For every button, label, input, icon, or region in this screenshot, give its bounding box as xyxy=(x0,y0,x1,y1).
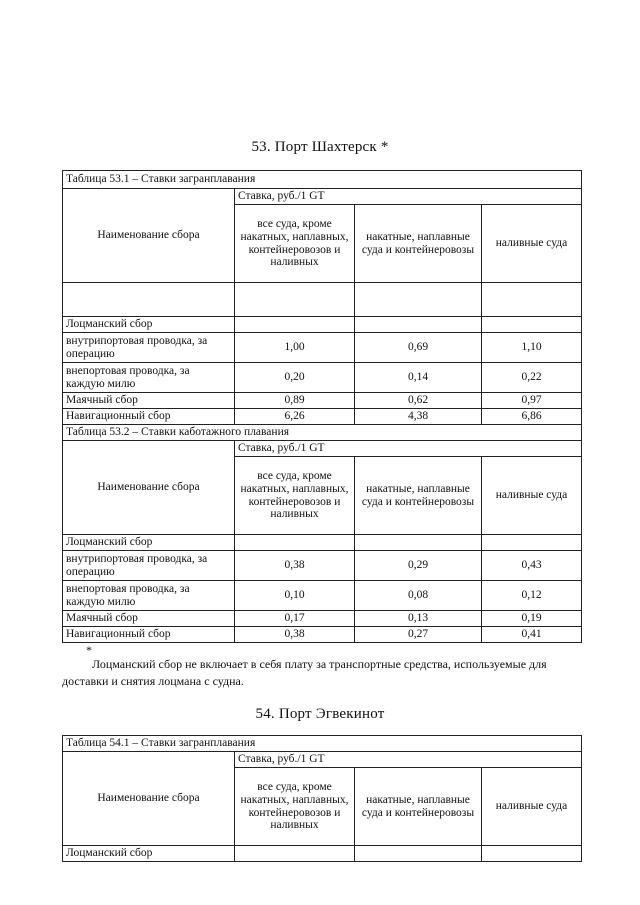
fee-name: Навигационный сбор xyxy=(63,409,235,425)
fee-name: Лоцманский сбор xyxy=(63,846,235,862)
rate-value: 0,43 xyxy=(482,551,582,581)
rate-header: Ставка, руб./1 GT xyxy=(235,189,582,205)
rate-value: 0,17 xyxy=(235,611,355,627)
table-row xyxy=(63,317,582,333)
table-caption: Таблица 54.1 – Ставки загранплавания xyxy=(63,736,582,752)
table-row xyxy=(63,333,582,363)
name-column-header: Наименование сбора xyxy=(63,441,235,535)
column-header-tankers: наливные суда xyxy=(482,205,582,283)
empty-cell xyxy=(355,283,482,317)
fee-name: Лоцманский сбор xyxy=(63,317,235,333)
fee-name: внутрипортовая проводка, за операцию xyxy=(63,551,235,581)
rate-value: 0,97 xyxy=(482,393,582,409)
table-row xyxy=(63,581,582,611)
rate-value: 0,08 xyxy=(355,581,482,611)
rate-value: 0,14 xyxy=(355,363,482,393)
rate-value: 0,41 xyxy=(482,627,582,643)
rate-header: Ставка, руб./1 GT xyxy=(235,441,582,457)
empty-cell xyxy=(235,283,355,317)
rates-table xyxy=(62,170,582,643)
name-column-header: Наименование сбора xyxy=(63,752,235,846)
rate-value xyxy=(355,846,482,862)
table-row xyxy=(63,627,582,643)
column-header-tankers: наливные суда xyxy=(482,457,582,535)
fee-name: внутрипортовая проводка, за операцию xyxy=(63,333,235,363)
table-row xyxy=(63,393,582,409)
rate-value: 6,26 xyxy=(235,409,355,425)
rate-value: 0,12 xyxy=(482,581,582,611)
rate-value: 0,38 xyxy=(235,627,355,643)
rate-value: 0,20 xyxy=(235,363,355,393)
table-row xyxy=(63,535,582,551)
column-header-tankers: наливные суда xyxy=(482,768,582,846)
rates-table xyxy=(62,735,582,862)
table-row xyxy=(63,551,582,581)
rate-value xyxy=(235,846,355,862)
footnote-marker: * xyxy=(86,643,92,657)
rate-value: 0,27 xyxy=(355,627,482,643)
name-column-header: Наименование сбора xyxy=(63,189,235,283)
rate-value: 0,69 xyxy=(355,333,482,363)
rate-value xyxy=(482,846,582,862)
table-caption: Таблица 53.1 – Ставки загранплавания xyxy=(63,171,582,189)
fee-name: Маячный сбор xyxy=(63,393,235,409)
fee-name: внепортовая проводка, за каждую милю xyxy=(63,363,235,393)
rate-value: 0,10 xyxy=(235,581,355,611)
rate-value xyxy=(235,535,355,551)
rate-value: 0,89 xyxy=(235,393,355,409)
rate-value: 0,62 xyxy=(355,393,482,409)
rate-value xyxy=(235,317,355,333)
footnote-text: Лоцманский сбор не включает в себя плату за транспортные средства, используемые для доставки и снятия лоцмана с судна. xyxy=(62,657,547,689)
rate-value: 0,38 xyxy=(235,551,355,581)
rate-value xyxy=(482,317,582,333)
column-header-roro-container: накатные, наплавные суда и контейнеровозы xyxy=(355,457,482,535)
column-header-roro-container: накатные, наплавные суда и контейнеровозы xyxy=(355,768,482,846)
table-row xyxy=(63,846,582,862)
rate-value xyxy=(482,535,582,551)
empty-cell xyxy=(482,283,582,317)
column-header-roro-container: накатные, наплавные суда и контейнеровозы xyxy=(355,205,482,283)
fee-name: внепортовая проводка, за каждую милю xyxy=(63,581,235,611)
footnote xyxy=(62,644,582,691)
rate-value: 1,10 xyxy=(482,333,582,363)
rate-value: 6,86 xyxy=(482,409,582,425)
rate-value: 0,29 xyxy=(355,551,482,581)
rate-value: 4,38 xyxy=(355,409,482,425)
table-caption: Таблица 53.2 – Ставки каботажного плавания xyxy=(63,425,582,441)
fee-name: Лоцманский сбор xyxy=(63,535,235,551)
column-header-all-vessels: все суда, кроме накатных, наплавных, контейнеровозов и наливных xyxy=(235,205,355,283)
rate-value: 0,13 xyxy=(355,611,482,627)
section-title: 53. Порт Шахтерск * xyxy=(251,139,389,155)
rate-header: Ставка, руб./1 GT xyxy=(235,752,582,768)
table-row xyxy=(63,363,582,393)
empty-cell xyxy=(63,283,235,317)
section-title: 54. Порт Эгвекинот xyxy=(255,706,385,722)
rate-value: 0,22 xyxy=(482,363,582,393)
rate-value: 1,00 xyxy=(235,333,355,363)
fee-name: Навигационный сбор xyxy=(63,627,235,643)
rate-value: 0,19 xyxy=(482,611,582,627)
rate-value xyxy=(355,317,482,333)
fee-name: Маячный сбор xyxy=(63,611,235,627)
table-row xyxy=(63,409,582,425)
column-header-all-vessels: все суда, кроме накатных, наплавных, контейнеровозов и наливных xyxy=(235,768,355,846)
table-row xyxy=(63,611,582,627)
column-header-all-vessels: все суда, кроме накатных, наплавных, контейнеровозов и наливных xyxy=(235,457,355,535)
rate-value xyxy=(355,535,482,551)
